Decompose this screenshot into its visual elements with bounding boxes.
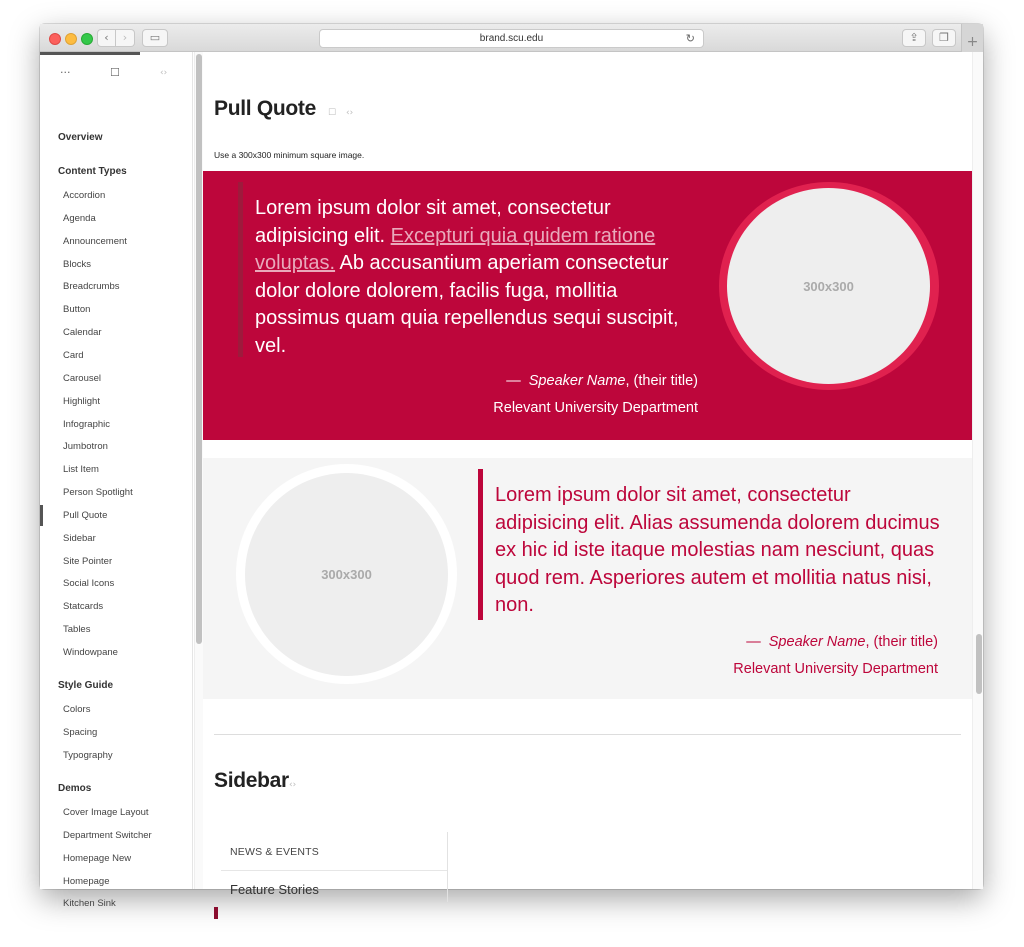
close-window-button[interactable] (49, 33, 61, 45)
nav-item-cover-image-layout[interactable]: Cover Image Layout (63, 807, 149, 818)
active-item-indicator (40, 505, 43, 526)
speaker-name: Speaker Name (768, 634, 866, 650)
page-title: Pull Quote (214, 97, 317, 120)
minimize-window-button[interactable] (65, 33, 77, 45)
sidebar-divider (221, 870, 447, 871)
quote-image-placeholder: 300x300 (245, 473, 448, 676)
nav-item-site-pointer[interactable]: Site Pointer (63, 555, 113, 567)
nav-section-demos[interactable]: Demos (58, 783, 92, 794)
nav-item-sidebar[interactable]: Sidebar (63, 532, 96, 544)
sidebar-active-marker (214, 907, 218, 919)
main-content (203, 52, 983, 897)
url-text: brand.scu.edu (479, 33, 544, 44)
nav-item-kitchen-sink[interactable]: Kitchen Sink (63, 898, 116, 910)
nav-item-person-spotlight[interactable]: Person Spotlight (63, 487, 133, 499)
code-icon[interactable]: ‹› (346, 108, 354, 118)
pull-quote-red (203, 171, 972, 440)
section-divider (214, 734, 961, 735)
nav-item-list-item[interactable]: List Item (63, 464, 99, 476)
quote-text: Lorem ipsum dolor sit amet, consectetur adipisicing elit. Excepturi quia quidem ratione voluptas. Ab accusantium aperiam consectetur dolor dolore dolorem, facilis fuga, mollitia possimus quam quia repellendus sequi suscipit, vel. (255, 197, 679, 357)
code-icon[interactable]: ‹› (160, 68, 168, 78)
pattern-library-nav (40, 52, 193, 910)
reload-icon[interactable]: ↻ (685, 32, 695, 45)
zoom-window-button[interactable] (81, 33, 93, 45)
browser-window (40, 24, 983, 910)
show-tabs-button[interactable] (932, 29, 956, 47)
quote-link[interactable]: Excepturi quia quidem ratione voluptas. (255, 224, 656, 274)
plus-icon: + (966, 34, 979, 50)
nav-item-breadcrumbs[interactable]: Breadcrumbs (63, 281, 120, 293)
image-note: Use a 300x300 minimum square image. (214, 150, 365, 160)
quote-citation: — Speaker Name, (their title) (746, 634, 938, 650)
nav-scrollbar-thumb[interactable] (196, 54, 202, 644)
nav-item-department-switcher[interactable]: Department Switcher (63, 829, 152, 841)
nav-item-social-icons[interactable]: Social Icons (63, 578, 115, 590)
quote-accent-bar (238, 182, 243, 357)
tabs-icon: ❐ (939, 31, 949, 44)
share-icon: ⇪ (909, 31, 919, 44)
code-icon[interactable]: ‹› (289, 780, 297, 790)
nav-section-overview[interactable]: Overview (58, 132, 103, 143)
pull-quote-grey (203, 458, 972, 699)
quote-accent-bar (478, 469, 483, 620)
nav-item-button[interactable]: Button (63, 304, 91, 316)
nav-item-colors[interactable]: Colors (63, 704, 91, 715)
nav-item-infographic[interactable]: Infographic (63, 418, 111, 430)
sidebar-icon: ▭ (149, 31, 161, 44)
nav-item-blocks[interactable]: Blocks (63, 258, 91, 270)
quote-citation: — Speaker Name, (their title) (506, 373, 698, 389)
comment-icon[interactable]: ☐ (110, 66, 120, 79)
nav-item-typography[interactable]: Typography (63, 749, 113, 761)
nav-scrollbar[interactable] (194, 52, 203, 889)
nav-item-calendar[interactable]: Calendar (63, 327, 102, 339)
sidebar-widget (217, 832, 448, 902)
nav-item-jumbotron[interactable]: Jumbotron (63, 441, 108, 453)
speaker-department: Relevant University Department (733, 661, 938, 677)
nav-item-windowpane[interactable]: Windowpane (63, 647, 118, 658)
forward-button[interactable] (116, 29, 135, 47)
speaker-department: Relevant University Department (493, 400, 698, 416)
address-bar[interactable] (319, 29, 704, 48)
share-button[interactable] (902, 29, 926, 47)
sidebar-widget-heading: NEWS & EVENTS (230, 846, 319, 858)
nav-item-agenda[interactable]: Agenda (63, 212, 96, 224)
nav-section-style-guide[interactable]: Style Guide (58, 680, 114, 691)
nav-item-accordion[interactable]: Accordion (63, 190, 106, 201)
nav-item-card[interactable]: Card (63, 349, 84, 361)
nav-section-content-types[interactable]: Content Types (58, 166, 127, 177)
content-scrollbar-thumb[interactable] (976, 634, 982, 694)
chevron-right-icon: › (122, 31, 128, 44)
nav-item-homepage-new[interactable]: Homepage New (63, 852, 132, 864)
nav-top-indicator (40, 52, 140, 55)
nav-item-carousel[interactable]: Carousel (63, 372, 102, 384)
section-title-sidebar: Sidebar (214, 769, 289, 792)
quote-text: Lorem ipsum dolor sit amet, consectetur adipisicing elit. Alias assumenda dolorem ducimus ex hic id iste itaque molestias nam nesciunt, quas quod rem. Asperiores autem et mollitia natus nisi, non. (495, 484, 940, 616)
nav-item-tables[interactable]: Tables (63, 624, 91, 636)
back-button[interactable] (97, 29, 116, 47)
speaker-name: Speaker Name (528, 373, 626, 389)
nav-item-statcards[interactable]: Statcards (63, 601, 104, 613)
nav-item-pull-quote[interactable]: Pull Quote (63, 509, 108, 521)
sidebar-toggle-button[interactable] (142, 29, 168, 47)
nav-item-announcement[interactable]: Announcement (63, 235, 127, 247)
quote-image-ring (719, 182, 939, 390)
nav-item-highlight[interactable]: Highlight (63, 395, 100, 407)
sidebar-divider (221, 907, 447, 908)
nav-item-spacing[interactable]: Spacing (63, 726, 98, 738)
more-icon[interactable]: ··· (60, 66, 71, 79)
browser-titlebar (40, 24, 983, 52)
new-tab-button[interactable] (961, 24, 983, 52)
quote-image-placeholder: 300x300 (727, 188, 930, 384)
sidebar-link-feature-stories[interactable]: Feature Stories (230, 882, 319, 897)
quote-image-ring (236, 464, 457, 684)
comment-icon[interactable]: ☐ (328, 108, 337, 118)
nav-item-homepage[interactable]: Homepage (63, 875, 110, 887)
chevron-left-icon: ‹ (104, 31, 109, 44)
content-scrollbar[interactable] (972, 52, 983, 889)
